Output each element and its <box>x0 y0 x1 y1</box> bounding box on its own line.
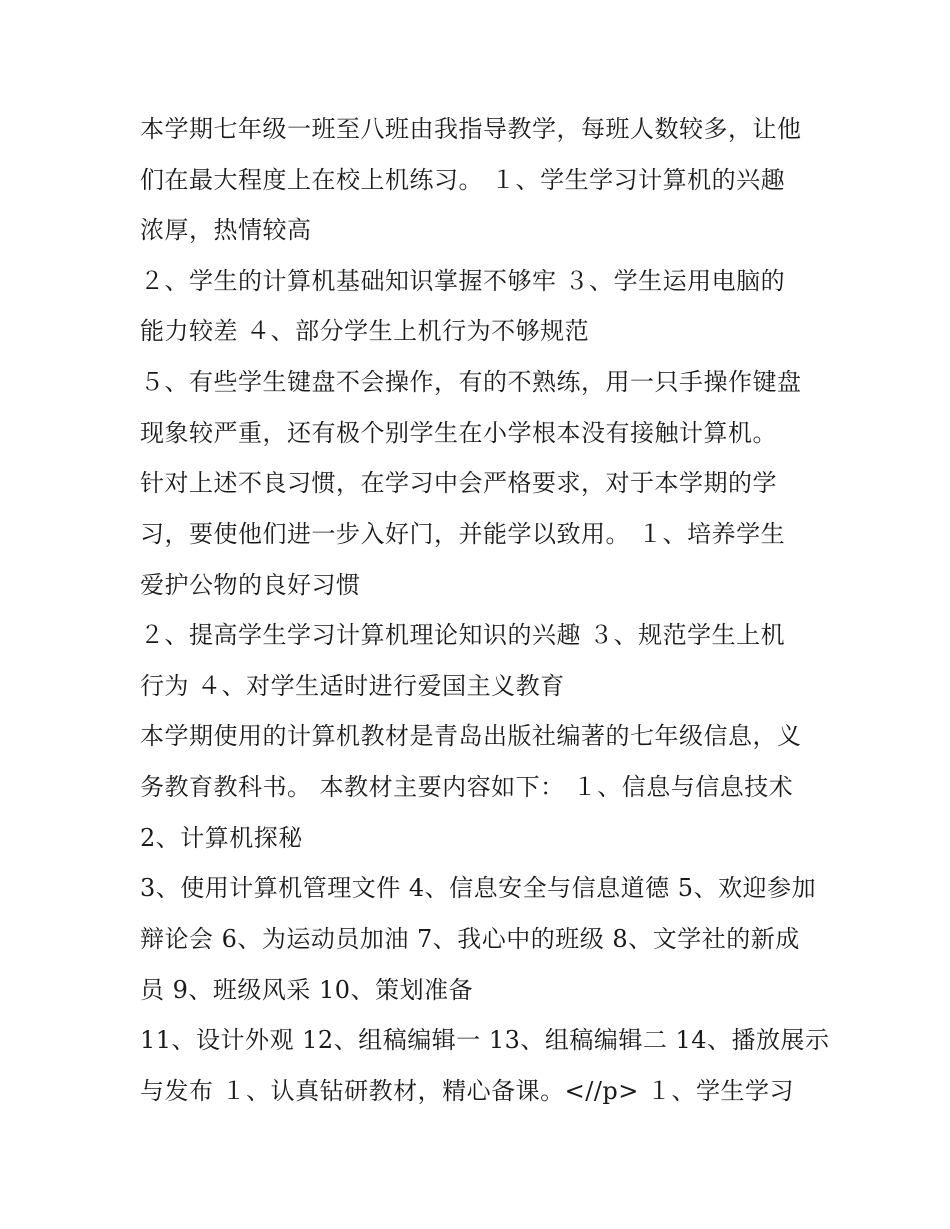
text-line-1: 本学期七年级一班至八班由我指导教学，每班人数较多，让他 <box>140 115 802 143</box>
text-line-10: 爱护公物的良好习惯 <box>140 571 361 599</box>
text-line-18: 员 9、班级风采 10、策划准备 <box>140 976 474 1004</box>
text-line-7: 现象较严重，还有极个别学生在小学根本没有接触计算机。 <box>140 419 777 447</box>
text-line-15: 2、计算机探秘 <box>140 824 303 852</box>
text-line-6: ５、有些学生键盘不会操作，有的不熟练，用一只手操作键盘 <box>140 368 802 396</box>
text-line-3: 浓厚，热情较高 <box>140 216 312 244</box>
text-line-8: 针对上述不良习惯，在学习中会严格要求，对于本学期的学 <box>140 469 777 497</box>
text-line-5: 能力较差 ４、部分学生上机行为不够规范 <box>140 317 590 345</box>
text-line-13: 本学期使用的计算机教材是青岛出版社编著的七年级信息，义 <box>140 722 802 750</box>
text-line-14: 务教育教科书。 本教材主要内容如下： １、信息与信息技术 <box>140 773 794 801</box>
text-line-12: 行为 ４、对学生适时进行爱国主义教育 <box>140 672 565 700</box>
text-line-9: 习，要使他们进一步入好门，并能学以致用。 １、培养学生 <box>140 520 786 548</box>
text-line-20: 与发布 １、认真钻研教材，精心备课。<//p> １、学生学习 <box>140 1077 795 1105</box>
text-line-17: 辩论会 6、为运动员加油 7、我心中的班级 8、文学社的新成 <box>140 925 800 953</box>
text-line-19: 11、设计外观 12、组稿编辑一 13、组稿编辑二 14、播放展示 <box>140 1026 830 1054</box>
text-line-16: 3、使用计算机管理文件 4、信息安全与信息道德 5、欢迎参加 <box>140 874 817 902</box>
text-line-2: 们在最大程度上在校上机练习。 １、学生学习计算机的兴趣 <box>140 166 786 194</box>
text-line-11: ２、提高学生学习计算机理论知识的兴趣 ３、规范学生上机 <box>140 621 786 649</box>
text-line-4: ２、学生的计算机基础知识掌握不够牢 ３、学生运用电脑的 <box>140 267 786 295</box>
